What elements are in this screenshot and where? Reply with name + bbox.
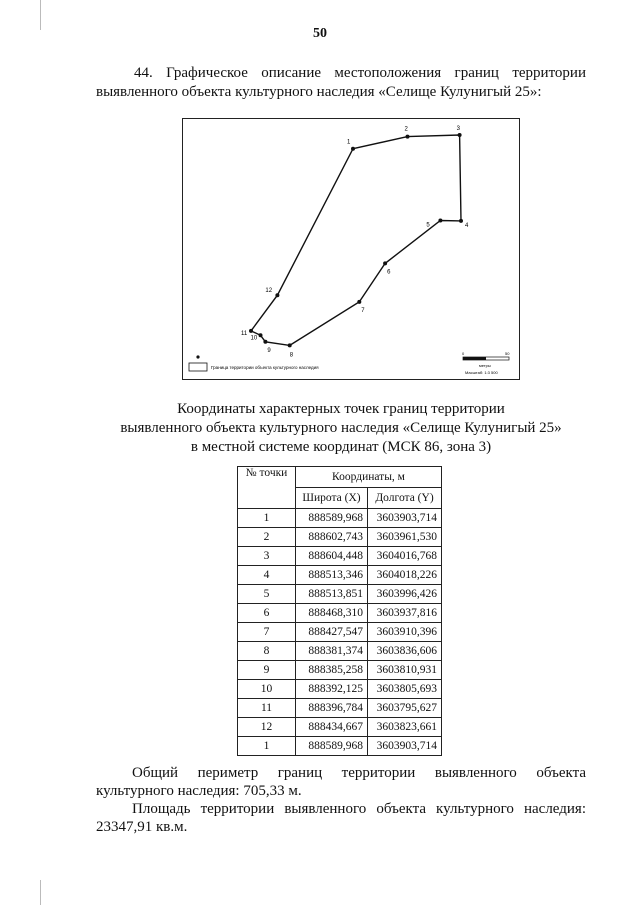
- cell-lat: 888385,258: [296, 661, 368, 680]
- coordinates-table-body: [238, 509, 442, 756]
- table-row: [238, 623, 442, 642]
- section-heading-text: Графическое описание местоположения границ территории выявленного объекта культурного наследия «Селище Кулунигый 25»:: [96, 65, 586, 100]
- column-header-point: № точки: [238, 467, 296, 509]
- table-row: [238, 699, 442, 718]
- table-row: [238, 718, 442, 737]
- boundary-point-label: 4: [465, 222, 469, 229]
- boundary-point: [383, 261, 387, 265]
- boundary-point: [275, 293, 279, 297]
- table-row: [238, 680, 442, 699]
- coordinates-title-line-2: выявленного объекта культурного наследия «Селище Кулунигый 25»: [120, 420, 562, 436]
- coordinates-title-line-1: Координаты характерных точек границ территории: [177, 401, 505, 417]
- cell-point: 6: [238, 604, 296, 623]
- boundary-point-label: 6: [387, 269, 391, 276]
- cell-lon: 3603961,530: [368, 528, 442, 547]
- boundary-point: [357, 300, 361, 304]
- scale-max-label: 50: [505, 351, 510, 356]
- cell-lat: 888602,743: [296, 528, 368, 547]
- cell-point: 4: [238, 566, 296, 585]
- boundary-point-label: 11: [241, 330, 248, 337]
- cell-point: 2: [238, 528, 296, 547]
- boundary-point-label: 3: [456, 126, 460, 132]
- cell-lon: 3603805,693: [368, 680, 442, 699]
- table-row: [238, 604, 442, 623]
- boundary-map: [182, 118, 520, 380]
- boundary-polygon: [251, 135, 461, 345]
- table-row: [238, 661, 442, 680]
- boundary-point-label: 12: [265, 288, 273, 295]
- perimeter-text: [96, 764, 586, 800]
- cell-point: 8: [238, 642, 296, 661]
- cell-lat: 888396,784: [296, 699, 368, 718]
- table-row: [238, 547, 442, 566]
- cell-point: 9: [238, 661, 296, 680]
- cell-lat: 888434,667: [296, 718, 368, 737]
- boundary-map-svg: [183, 119, 519, 379]
- page-number: 50: [313, 26, 327, 41]
- cell-lon: 3603937,816: [368, 604, 442, 623]
- cell-point: 10: [238, 680, 296, 699]
- cell-lat: 888392,125: [296, 680, 368, 699]
- cell-lon: 3603836,606: [368, 642, 442, 661]
- column-header-lon: Долгота (Y): [368, 488, 442, 509]
- column-header-lat: Широта (X): [296, 488, 368, 509]
- boundary-point: [288, 343, 292, 347]
- cell-lon: 3603810,931: [368, 661, 442, 680]
- boundary-point: [406, 135, 410, 139]
- boundary-point: [263, 340, 267, 344]
- cell-lon: 3604016,768: [368, 547, 442, 566]
- cell-point: 12: [238, 718, 296, 737]
- cell-lat: 888381,374: [296, 642, 368, 661]
- boundary-point: [351, 147, 355, 151]
- table-row: [238, 585, 442, 604]
- cell-point: 1: [238, 737, 296, 756]
- scale-bar-segment: [463, 357, 486, 360]
- section-heading: [96, 64, 586, 102]
- coordinates-title-line-3: в местной системе координат (МСК 86, зона 3): [190, 439, 492, 455]
- boundary-point-label: 7: [361, 307, 365, 314]
- cell-lat: 888468,310: [296, 604, 368, 623]
- scan-edge-mark: [40, 880, 41, 905]
- scale-min-label: 0: [462, 351, 465, 356]
- cell-lon: 3603910,396: [368, 623, 442, 642]
- perimeter-value: Общий периметр границ территории выявленного объекта культурного наследия: 705,33 м.: [96, 765, 586, 799]
- cell-point: 5: [238, 585, 296, 604]
- boundary-point-label: 8: [289, 352, 294, 359]
- cell-lat: 888513,346: [296, 566, 368, 585]
- table-row: [238, 528, 442, 547]
- boundary-point-label: 10: [250, 335, 258, 342]
- boundary-point-label: 1: [347, 139, 351, 146]
- boundary-point: [249, 329, 253, 333]
- boundary-point: [259, 333, 263, 337]
- cell-lat: 888604,448: [296, 547, 368, 566]
- cell-point: 11: [238, 699, 296, 718]
- coordinates-table: [237, 466, 442, 756]
- cell-lon: 3603795,627: [368, 699, 442, 718]
- section-index: 44.: [134, 65, 153, 81]
- cell-lon: 3603903,714: [368, 509, 442, 528]
- boundary-point: [458, 133, 462, 137]
- cell-point: 3: [238, 547, 296, 566]
- column-header-coords: Координаты, м: [296, 467, 442, 488]
- cell-lon: 3603996,426: [368, 585, 442, 604]
- cell-lon: 3604018,226: [368, 566, 442, 585]
- boundary-point: [459, 219, 463, 223]
- cell-point: 7: [238, 623, 296, 642]
- legend-point-marker: [196, 355, 199, 358]
- boundary-point-label: 2: [404, 126, 408, 133]
- cell-lon: 3603823,661: [368, 718, 442, 737]
- table-row: [238, 509, 442, 528]
- table-row: [238, 642, 442, 661]
- boundary-point-label: 9: [267, 347, 271, 354]
- table-row: [238, 566, 442, 585]
- cell-lat: 888513,851: [296, 585, 368, 604]
- coordinates-title: [96, 400, 586, 457]
- cell-lat: 888427,547: [296, 623, 368, 642]
- cell-lat: 888589,968: [296, 737, 368, 756]
- legend-swatch: [189, 363, 207, 371]
- scale-unit-label: метры: [479, 363, 491, 368]
- legend-text: Граница территории объекта культурного наследия: [211, 365, 319, 370]
- scale-ratio-label: Масштаб: 1:3 500: [465, 370, 498, 375]
- cell-lon: 3603903,714: [368, 737, 442, 756]
- boundary-point: [438, 219, 442, 223]
- cell-lat: 888589,968: [296, 509, 368, 528]
- area-value: Площадь территории выявленного объекта культурного наследия: 23347,91 кв.м.: [96, 801, 586, 835]
- area-text: [96, 800, 586, 836]
- cell-point: 1: [238, 509, 296, 528]
- boundary-point-label: 5: [426, 222, 430, 229]
- table-row: [238, 737, 442, 756]
